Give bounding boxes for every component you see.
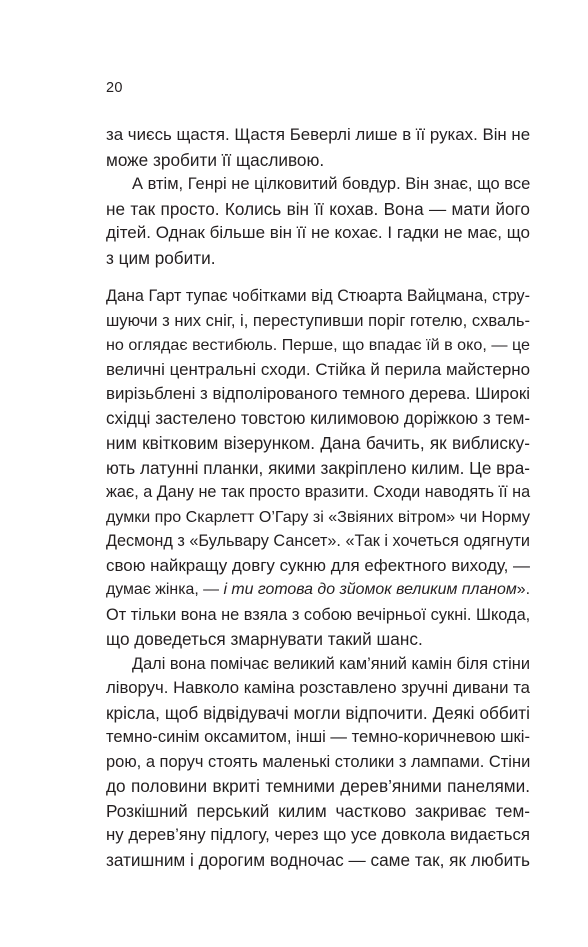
- text-line: дітей. Однак більше він її не кохає. І гадки не має, що: [106, 223, 530, 242]
- text-block-bottom: [106, 284, 530, 872]
- text-line: рою, а поруч стоять маленькі столики з лампами. Стіни: [106, 752, 531, 771]
- text-line: може зробити її щасливою.: [106, 149, 325, 170]
- text-line: Далі вона помічає великий кам’яний камін біля стіни: [132, 654, 530, 673]
- text-line: жає, а Дану не так просто вразити. Сходи наводять її на: [106, 483, 531, 501]
- text-line: затишним і дорогим водночас — саме так, як любить: [106, 849, 530, 870]
- text-run: думає жінка, —: [106, 581, 224, 598]
- text-line: не так просто. Колись він її кохав. Вона — мати його: [106, 198, 530, 219]
- text-line: величні центральні сходи. Стійка й перила майстерно: [106, 359, 530, 379]
- text-line: східці застелено товстою килимовою доріжкою з тем-: [106, 408, 531, 428]
- text-run: ».: [516, 581, 530, 598]
- text-block-top: [106, 123, 530, 270]
- text-line: з цим робити.: [106, 247, 216, 268]
- text-line: думки про Скарлетт О’Гару зі «Звіяних вітром» чи Норму: [106, 507, 531, 526]
- text-line-mixed: [106, 578, 530, 603]
- italic-quote: і ти готова до зйомок великим планом: [223, 581, 517, 598]
- text-line: шуючи з них сніг, і, переступивши поріг готелю, схваль-: [106, 310, 531, 330]
- text-line: ну дерев’яну підлогу, через що усе довкола видається: [106, 825, 530, 844]
- text-line: но оглядає вестибюль. Перше, що впадає їй в око, — це: [106, 336, 530, 354]
- text-line: Розкішний перський килим частково закриває тем-: [106, 800, 530, 821]
- text-line: до половини вкриті темними дерев’яними панелями.: [106, 776, 530, 796]
- text-line: ліворуч. Навколо каміна розставлено зручні дивани та: [106, 678, 530, 697]
- text-line: А втім, Генрі не цілковитий бовдур. Він знає, що все: [132, 175, 531, 193]
- text-line: ним квітковим візерунком. Дана бачить, як виблиску-: [106, 433, 530, 453]
- text-line: крісла, щоб відвідувачі могли відпочити. Деякі оббиті: [106, 702, 530, 723]
- text-line: що доведеться змарнувати такий шанс.: [106, 629, 423, 649]
- text-line: ють латунні планки, якими закріплено килим. Це вра-: [106, 457, 530, 478]
- text-line: Десмонд з «Бульвару Сансет». «Так і хочеться одягнути: [106, 532, 530, 550]
- text-line: Дана Гарт тупає чобітками від Стюарта Вайцмана, стру-: [106, 287, 531, 305]
- page-number: 20: [106, 80, 123, 96]
- text-line: вирізьблені з відполірованого темного дерева. Широкі: [106, 384, 530, 403]
- text-line: темно-синім оксамитом, інші — темно-коричневою шкі-: [106, 727, 530, 746]
- text-line: От тільки вона не взяла з собою вечірньої сукні. Шкода,: [106, 605, 531, 624]
- text-line: свою найкращу довгу сукню для ефектного виходу, —: [106, 555, 530, 575]
- text-line: за чиєсь щастя. Щастя Беверлі лише в її руках. Він не: [106, 125, 531, 144]
